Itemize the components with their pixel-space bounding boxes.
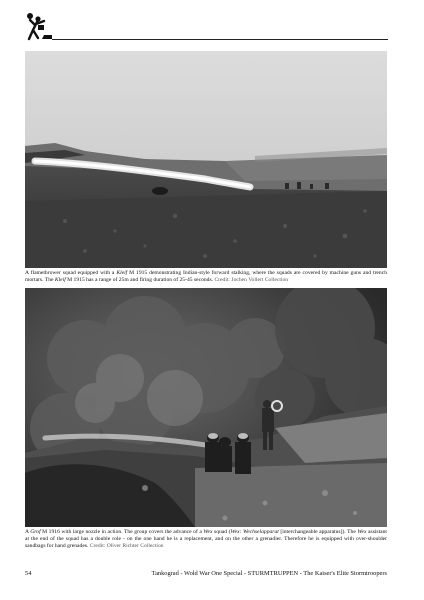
running-title: Tankograd - Wold War One Special - STURMTRUPPEN - The Kaiser's Elite Stormtroopers	[151, 570, 387, 577]
photo-credit: Credit: Oliver Richter Collection	[89, 543, 164, 549]
header-rule	[52, 39, 388, 40]
photo-caption-1: A flamethrower squad equipped with a Kleif M 1915 demonstrating Indian-style forward stalking, where the squads are covered by machine guns and trench mortars. The Kleif M 1915 has a range of 25m and firing duration of 25-45 seconds. Credit: Jochen Vollert Collection	[25, 270, 387, 283]
photo-caption-2: A Grof M 1916 with large nozzle in action. The group covers the advance of a Wex squad (Wex: Wechselapparat [interchangeable apparatus]). The Wex assistant at the end of the squad has a double role - on the one hand he is a replacement, and on the other a grenadier. Therefore he is equipped with over-shoulder sandbags for hand grenades. Credit: Oliver Richter Collection	[25, 529, 387, 549]
photo-flamethrower-squad	[25, 51, 387, 268]
page-number: 54	[25, 570, 32, 577]
photo-grof-flamethrower-in-action	[25, 288, 387, 527]
stormtrooper-logo-icon	[24, 11, 54, 41]
photo-credit: Credit: Jochen Vollert Collection	[214, 277, 289, 283]
page-footer	[25, 569, 387, 579]
